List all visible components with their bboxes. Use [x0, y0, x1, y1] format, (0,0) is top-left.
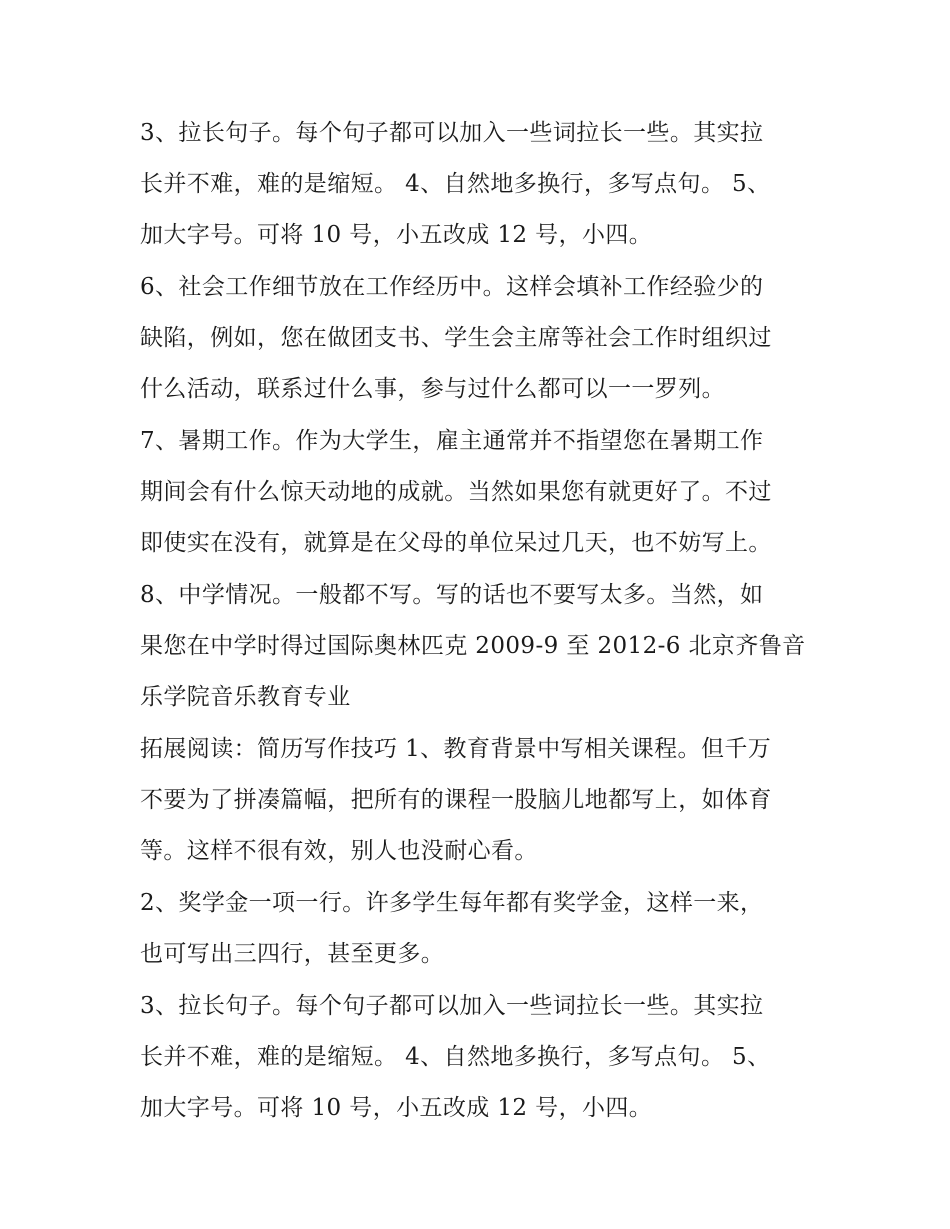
text-line: 拓展阅读：简历写作技巧 1、教育背景中写相关课程。但千万 [140, 736, 772, 762]
text-line: 加大字号。可将 10 号，小五改成 12 号，小四。 [140, 1095, 653, 1121]
paragraph-lengthen-sentences-1 [140, 108, 820, 261]
text-line: 3、拉长句子。每个句子都可以加入一些词拉长一些。其实拉 [140, 993, 764, 1019]
text-line: 7、暑期工作。作为大学生，雇主通常并不指望您在暑期工作 [140, 428, 764, 454]
paragraph-extended-reading [140, 724, 820, 877]
text-line: 长并不难，难的是缩短。 4、自然地多换行，多写点句。 5、 [140, 171, 771, 197]
text-line: 加大字号。可将 10 号，小五改成 12 号，小四。 [140, 222, 653, 248]
text-line: 乐学院音乐教育专业 [140, 684, 351, 710]
text-line: 2、奖学金一项一行。许多学生每年都有奖学金，这样一来， [140, 890, 764, 916]
text-line: 期间会有什么惊天动地的成就。当然如果您有就更好了。不过 [140, 479, 772, 505]
text-line: 不要为了拼凑篇幅，把所有的课程一股脑儿地都写上，如体育 [140, 787, 772, 813]
document-body [140, 108, 820, 1135]
text-line: 缺陷，例如，您在做团支书、学生会主席等社会工作时组织过 [140, 325, 772, 351]
paragraph-scholarship [140, 878, 820, 980]
text-line: 即使实在没有，就算是在父母的单位呆过几天，也不妨写上。 [140, 530, 772, 556]
paragraph-summer-work [140, 416, 820, 569]
text-line: 等。这样不很有效，别人也没耐心看。 [140, 838, 538, 864]
paragraph-social-work [140, 262, 820, 415]
text-line: 果您在中学时得过国际奥林匹克 2009-9 至 2012-6 北京齐鲁音 [140, 633, 806, 659]
paragraph-lengthen-sentences-2 [140, 981, 820, 1134]
paragraph-middle-school [140, 570, 820, 723]
text-line: 3、拉长句子。每个句子都可以加入一些词拉长一些。其实拉 [140, 120, 764, 146]
text-line: 什么活动，联系过什么事，参与过什么都可以一一罗列。 [140, 376, 725, 402]
text-line: 长并不难，难的是缩短。 4、自然地多换行，多写点句。 5、 [140, 1044, 771, 1070]
text-line: 6、社会工作细节放在工作经历中。这样会填补工作经验少的 [140, 274, 764, 300]
text-line: 8、中学情况。一般都不写。写的话也不要写太多。当然，如 [140, 582, 764, 608]
text-line: 也可写出三四行，甚至更多。 [140, 941, 445, 967]
